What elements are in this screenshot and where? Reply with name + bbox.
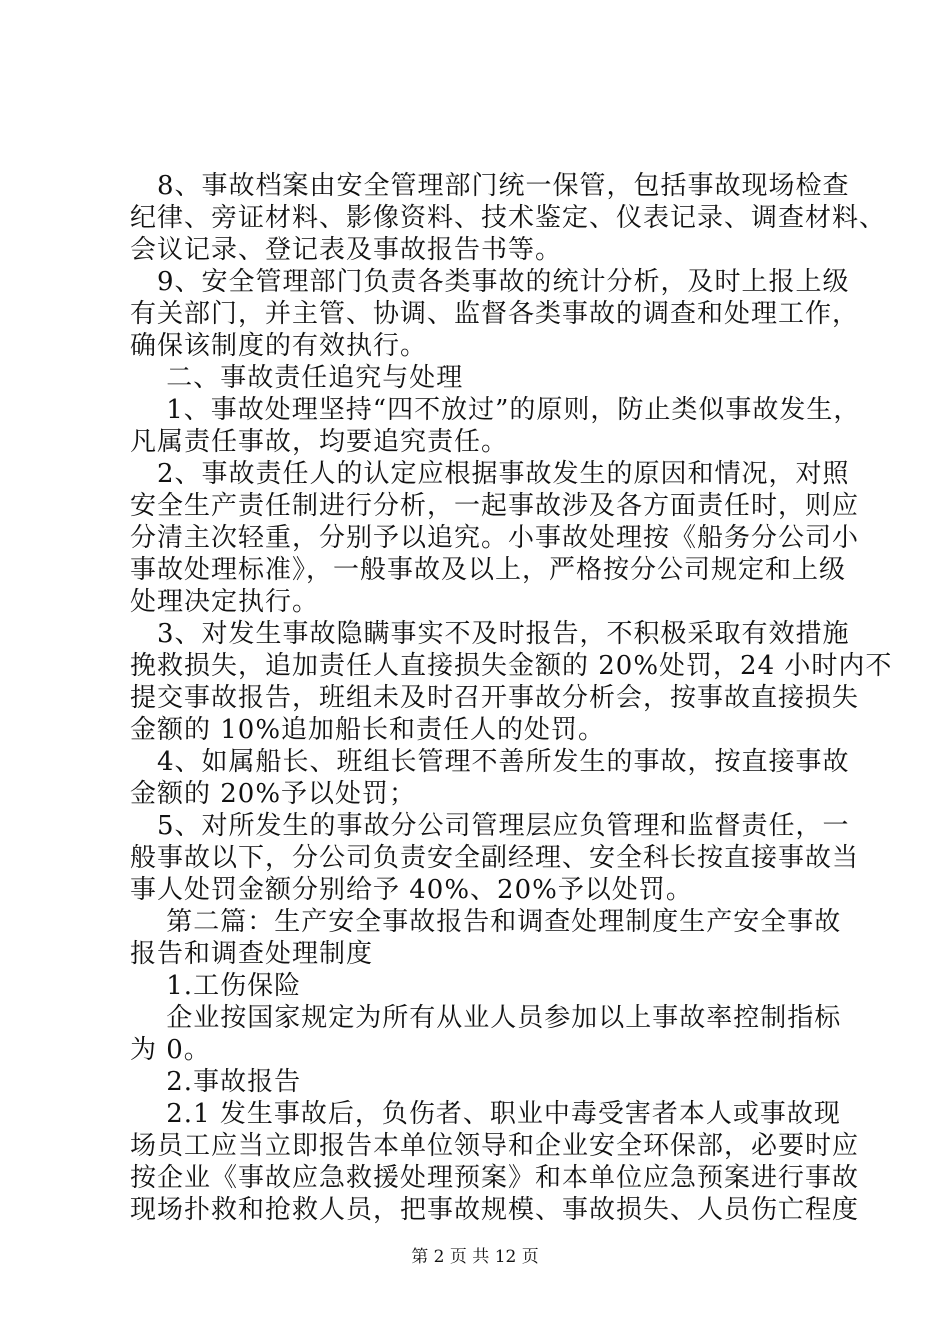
paragraph-8	[130, 1002, 850, 1066]
text-line: 挽救损失，追加责任人直接损失金额的 20%处罚，24 小时内不	[130, 651, 893, 681]
text-line: 2.1 发生事故后，负伤者、职业中毒受害者本人或事故现	[130, 1099, 841, 1129]
text-line: 5、对所发生的事故分公司管理层应负管理和监督责任，一	[130, 811, 850, 841]
paragraph-3	[130, 394, 861, 458]
text-line: 会议记录、登记表及事故报告书等。	[130, 235, 563, 265]
text-line: 纪律、旁证材料、影像资料、技术鉴定、仪表记录、调查材料、	[130, 203, 887, 233]
paragraph-9	[130, 1098, 860, 1226]
subheading-report	[130, 1066, 850, 1098]
paragraph-4	[130, 458, 860, 618]
text-line: 1.工伤保险	[130, 971, 302, 1001]
document-body	[130, 170, 893, 1226]
text-line: 8、事故档案由安全管理部门统一保管，包括事故现场检查	[130, 171, 850, 201]
text-line: 处理决定执行。	[130, 587, 320, 617]
paragraph-2	[130, 266, 860, 362]
text-line: 报告和调查处理制度	[130, 939, 374, 969]
chapter-title	[130, 906, 850, 970]
text-line: 现场扑救和抢救人员，把事故规模、事故损失、人员伤亡程度	[130, 1195, 860, 1225]
paragraph-7	[130, 810, 860, 906]
paragraph-6	[130, 746, 850, 810]
text-line: 事人处罚金额分别给予 40%、20%予以处罚。	[130, 875, 693, 905]
paragraph-1	[130, 170, 887, 266]
text-line: 事故处理标准》，一般事故及以上，严格按分公司规定和上级	[130, 555, 847, 585]
text-line: 为 0。	[130, 1035, 211, 1065]
text-line: 2.事故报告	[130, 1067, 302, 1097]
text-line: 1、事故处理坚持“四不放过”的原则，防止类似事故发生，	[130, 395, 861, 425]
text-line: 3、对发生事故隐瞒事实不及时报告，不积极采取有效措施	[130, 619, 850, 649]
section-heading	[130, 362, 850, 394]
page-number: 第 2 页 共 12 页	[411, 1247, 539, 1267]
text-line: 4、如属船长、班组长管理不善所发生的事故，按直接事故	[130, 747, 850, 777]
text-line: 确保该制度的有效执行。	[130, 331, 428, 361]
text-line: 凡属责任事故，均要追究责任。	[130, 427, 509, 457]
text-line: 企业按国家规定为所有从业人员参加以上事故率控制指标	[130, 1003, 842, 1033]
text-line: 金额的 10%追加船长和责任人的处罚。	[130, 715, 606, 745]
text-line: 般事故以下，分公司负责安全副经理、安全科长按直接事故当	[130, 843, 860, 873]
text-line: 按企业《事故应急救援处理预案》和本单位应急预案进行事故	[130, 1163, 860, 1193]
text-line: 分清主次轻重，分别予以追究。小事故处理按《船务分公司小	[130, 523, 860, 553]
text-line: 金额的 20%予以处罚；	[130, 779, 417, 809]
text-line: 场员工应当立即报告本单位领导和企业安全环保部，必要时应	[130, 1131, 860, 1161]
text-line: 提交事故报告，班组未及时召开事故分析会，按事故直接损失	[130, 683, 860, 713]
text-line: 第二篇：生产安全事故报告和调查处理制度生产安全事故	[130, 907, 842, 937]
paragraph-5	[130, 618, 893, 746]
text-line: 2、事故责任人的认定应根据事故发生的原因和情况，对照	[130, 459, 850, 489]
text-line: 安全生产责任制进行分析，一起事故涉及各方面责任时，则应	[130, 491, 860, 521]
text-line: 二、事故责任追究与处理	[130, 363, 464, 393]
text-line: 9、安全管理部门负责各类事故的统计分析，及时上报上级	[130, 267, 850, 297]
subheading-insurance	[130, 970, 850, 1002]
text-line: 有关部门，并主管、协调、监督各类事故的调查和处理工作，	[130, 299, 860, 329]
